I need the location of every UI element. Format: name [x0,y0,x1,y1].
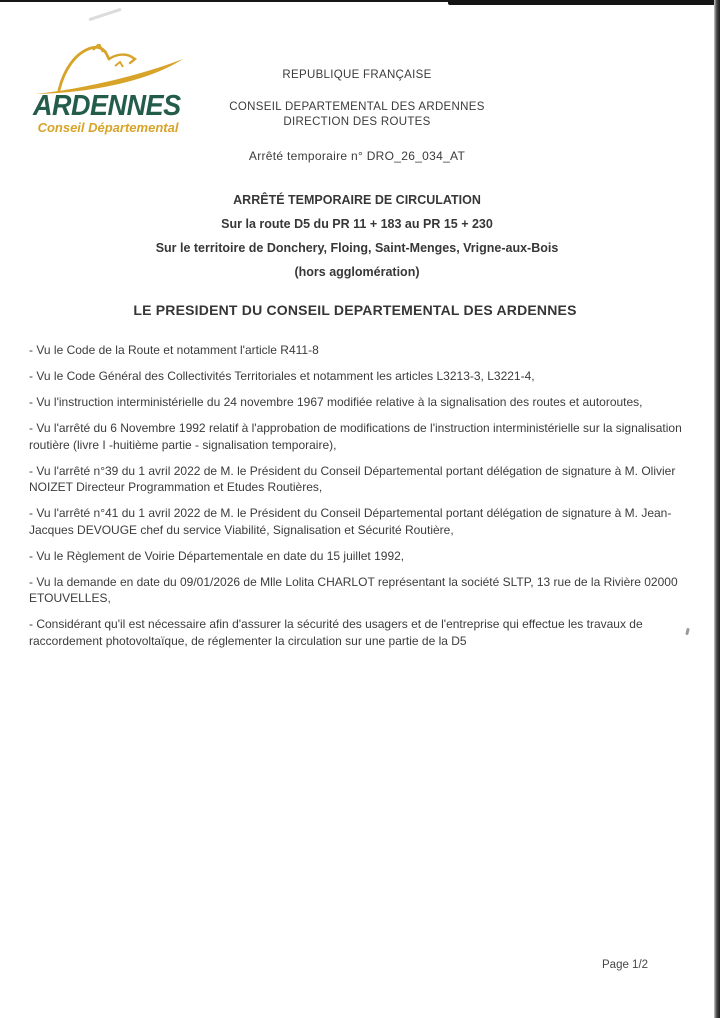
scan-artifact-right-edge [714,0,720,1018]
header-department-block [0,100,714,130]
paragraph-vu-reglement-voirie: - Vu le Règlement de Voirie Départementale en date du 15 juillet 1992, [29,548,405,563]
paragraph-vu-arrete-39: - Vu l'arrêté n°39 du 1 avril 2022 de M. le Président du Conseil Départemental portant délégation de signature à M. Olivier NOIZET Directeur Programmation et Etudes Routières, [29,463,676,494]
scan-artifact-top-thick [448,0,720,5]
paragraph-vu-instruction-1967: - Vu l'instruction interministérielle du 24 novembre 1967 modifiée relative à la signalisation des routes et autoroutes, [29,395,643,409]
title-block [0,193,714,289]
scan-smudge [88,8,121,21]
title-line-3: Sur le territoire de Donchery, Floing, Saint-Menges, Vrigne-aux-Bois [155,241,559,255]
paragraph-vu-code-route: - Vu le Code de la Route et notamment l'article R411-8 [29,343,319,357]
president-heading: LE PRESIDENT DU CONSEIL DEPARTEMENTAL DES ARDENNES [133,302,577,318]
title-line-2: Sur la route D5 du PR 11 + 183 au PR 15 + 230 [221,217,493,231]
paragraph-vu-demande: - Vu la demande en date du 09/01/2026 de Mlle Lolita CHARLOT représentant la société SLTP, 13 rue de la Rivière 02000 ETOUVELLES, [29,574,678,605]
title-line-4: (hors agglomération) [294,265,420,279]
page-number: Page 1/2 [602,959,649,971]
paragraph-vu-code-collectivites: - Vu le Code Général des Collectivités Territoriales et notamment les articles L3213-3, L3221-4, [29,369,535,383]
header-department: CONSEIL DEPARTEMENTAL DES ARDENNES [229,101,485,113]
document-body [29,342,692,659]
header-direction: DIRECTION DES ROUTES [283,116,431,128]
paragraph-vu-arrete-1992: - Vu l'arrêté du 6 Novembre 1992 relatif à l'approbation de modifications de l'instruction interministérielle sur la signalisation routière (livre I -huitième partie - signalisation temporaire), [29,421,682,452]
paragraph-considerant: - Considérant qu'il est nécessaire afin d'assurer la sécurité des usagers et de l'entreprise qui effectue les travaux de raccordement photovoltaïque, de réglementer la circulation sur une partie de la D5 [29,617,643,648]
title-line-1: ARRÊTÉ TEMPORAIRE DE CIRCULATION [233,193,481,207]
doc-number: Arrêté temporaire n° DRO_26_034_AT [248,149,466,163]
logo-wordmark: ARDENNES [33,90,181,122]
paragraph-vu-arrete-41: - Vu l'arrêté n°41 du 1 avril 2022 de M. le Président du Conseil Départemental portant délégation de signature à M. Jean-Jacques DEVOUGE chef du service Viabilité, Signalisation et Sécurité Routière, [29,506,672,537]
header-republic: REPUBLIQUE FRANÇAISE [282,69,432,81]
logo-subtitle: Conseil Départemental [37,120,179,135]
